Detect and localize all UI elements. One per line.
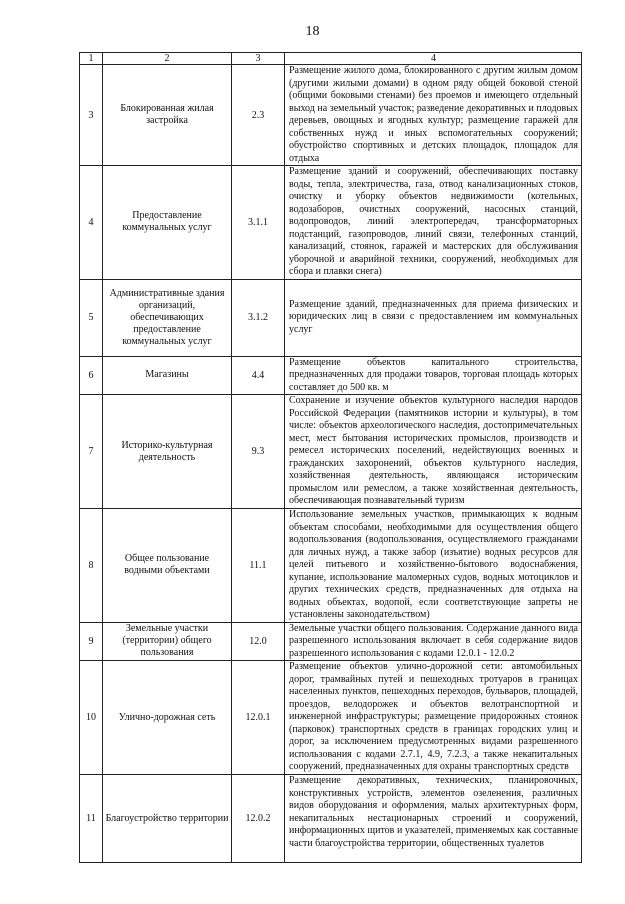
land-use-code: 2.3 <box>232 65 285 166</box>
row-number: 6 <box>80 356 103 395</box>
land-use-name: Общее пользование водными объектами <box>103 509 232 623</box>
land-use-name: Административные здания организаций, обеспечивающих предоставление коммунальных услуг <box>103 279 232 356</box>
land-use-description: Размещение объектов капитального строительства, предназначенных для продажи товаров, торговая площадь которых составляет до 500 кв. м <box>285 356 582 395</box>
land-use-name: Благоустройство территории <box>103 775 232 863</box>
page-number: 18 <box>305 24 320 39</box>
land-use-description: Размещение зданий и сооружений, обеспечивающих поставку воды, тепла, электричества, газа, отвод канализационных стоков, очистку и уборку объектов недвижимости (котельных, водозаборов, очистных сооружений, насосных станций, водопроводов, линий электропередач, трансформаторных подстанций, газопроводов, линий связи, телефонных станций, канализаций, стоянок, гаражей и мастерских для обслуживания уборочной и аварийной техники, сооружений, необходимых для сбора и плавки снега) <box>285 166 582 280</box>
land-use-description: Размещение зданий, предназначенных для приема физических и юридических лиц в связи с предоставлением им коммунальных услуг <box>285 279 582 356</box>
header-col-2: 2 <box>103 53 232 65</box>
land-use-code: 3.1.1 <box>232 166 285 280</box>
header-col-1: 1 <box>80 53 103 65</box>
table-row <box>80 622 582 661</box>
row-number: 10 <box>80 661 103 775</box>
row-number: 5 <box>80 279 103 356</box>
land-use-code: 12.0.2 <box>232 775 285 863</box>
land-use-name: Улично-дорожная сеть <box>103 661 232 775</box>
row-number: 11 <box>80 775 103 863</box>
table-row <box>80 661 582 775</box>
header-col-4: 4 <box>285 53 582 65</box>
table-row <box>80 65 582 166</box>
land-use-description: Использование земельных участков, примыкающих к водным объектам способами, необходимыми для осуществления общего водопользования (водопользования, осуществляемого гражданами для личных нужд, а также забор (изъятие) водных ресурсов для целей питьевого и хозяйственно-бытового водоснабжения, купание, использование маломерных судов, водных мотоциклов и других технических средств, предназначенных для отдыха на водных объектах, водопой, если соответствующие запреты не установлены законодательством) <box>285 509 582 623</box>
land-use-code: 12.0 <box>232 622 285 661</box>
table-row <box>80 395 582 509</box>
land-use-name: Земельные участки (территории) общего пользования <box>103 622 232 661</box>
row-number: 7 <box>80 395 103 509</box>
land-use-name: Историко-культурная деятельность <box>103 395 232 509</box>
land-use-description: Размещение декоративных, технических, планировочных, конструктивных устройств, элементов озеленения, различных видов оборудования и оформления, малых архитектурных форм, некапитальных нестационарных строений и сооружений, информационных щитов и указателей, применяемых как составные части благоустройства территории, общественных туалетов <box>285 775 582 863</box>
header-col-3: 3 <box>232 53 285 65</box>
table-header-row <box>80 53 582 65</box>
land-use-name: Предоставление коммунальных услуг <box>103 166 232 280</box>
row-number: 3 <box>80 65 103 166</box>
row-number: 9 <box>80 622 103 661</box>
table-row <box>80 166 582 280</box>
row-number: 8 <box>80 509 103 623</box>
land-use-code: 11.1 <box>232 509 285 623</box>
land-use-name: Магазины <box>103 356 232 395</box>
land-use-description: Размещение жилого дома, блокированного с другим жилым домом (другими жилыми домами) в одном ряду общей боковой стеной (общими боковыми стенами) без проемов и имеющего отдельный выход на земельный участок; разведение декоративных и плодовых деревьев, овощных и ягодных культур; размещение гаражей для собственных нужд и иных вспомогательных сооружений; обустройство спортивных и детских площадок, площадок для отдыха <box>285 65 582 166</box>
land-use-table <box>79 52 582 863</box>
land-use-code: 3.1.2 <box>232 279 285 356</box>
table-row <box>80 279 582 356</box>
land-use-code: 9.3 <box>232 395 285 509</box>
land-use-description: Сохранение и изучение объектов культурного наследия народов Российской Федерации (памятников истории и культуры), в том числе: объектов археологического наследия, достопримечательных мест, мест бытования исторических промыслов, производств и ремесел исторических поселений, недействующих военных и гражданских захоронений, объектов культурного наследия, хозяйственная деятельность, являющаяся историческим промыслом или ремеслом, а также хозяйственная деятельность, обеспечивающая познавательный туризм <box>285 395 582 509</box>
row-number: 4 <box>80 166 103 280</box>
land-use-description: Земельные участки общего пользования. Содержание данного вида разрешенного использования включает в себя содержание видов разрешенного использования с кодами 12.0.1 - 12.0.2 <box>285 622 582 661</box>
land-use-name: Блокированная жилая застройка <box>103 65 232 166</box>
land-use-description: Размещение объектов улично-дорожной сети: автомобильных дорог, трамвайных путей и пешеходных тротуаров в границах населенных пунктов, пешеходных переходов, бульваров, площадей, проездов, велодорожек и объектов велотранспортной и инженерной инфраструктуры; размещение придорожных стоянок (парковок) транспортных средств в границах городских улиц и дорог, за исключением предусмотренных видами разрешенного использования с кодами 2.7.1, 4.9, 7.2.3, а также некапитальных сооружений, предназначенных для охраны транспортных средств <box>285 661 582 775</box>
land-use-code: 4.4 <box>232 356 285 395</box>
table-row <box>80 509 582 623</box>
land-use-code: 12.0.1 <box>232 661 285 775</box>
table-row <box>80 356 582 395</box>
table-row <box>80 775 582 863</box>
